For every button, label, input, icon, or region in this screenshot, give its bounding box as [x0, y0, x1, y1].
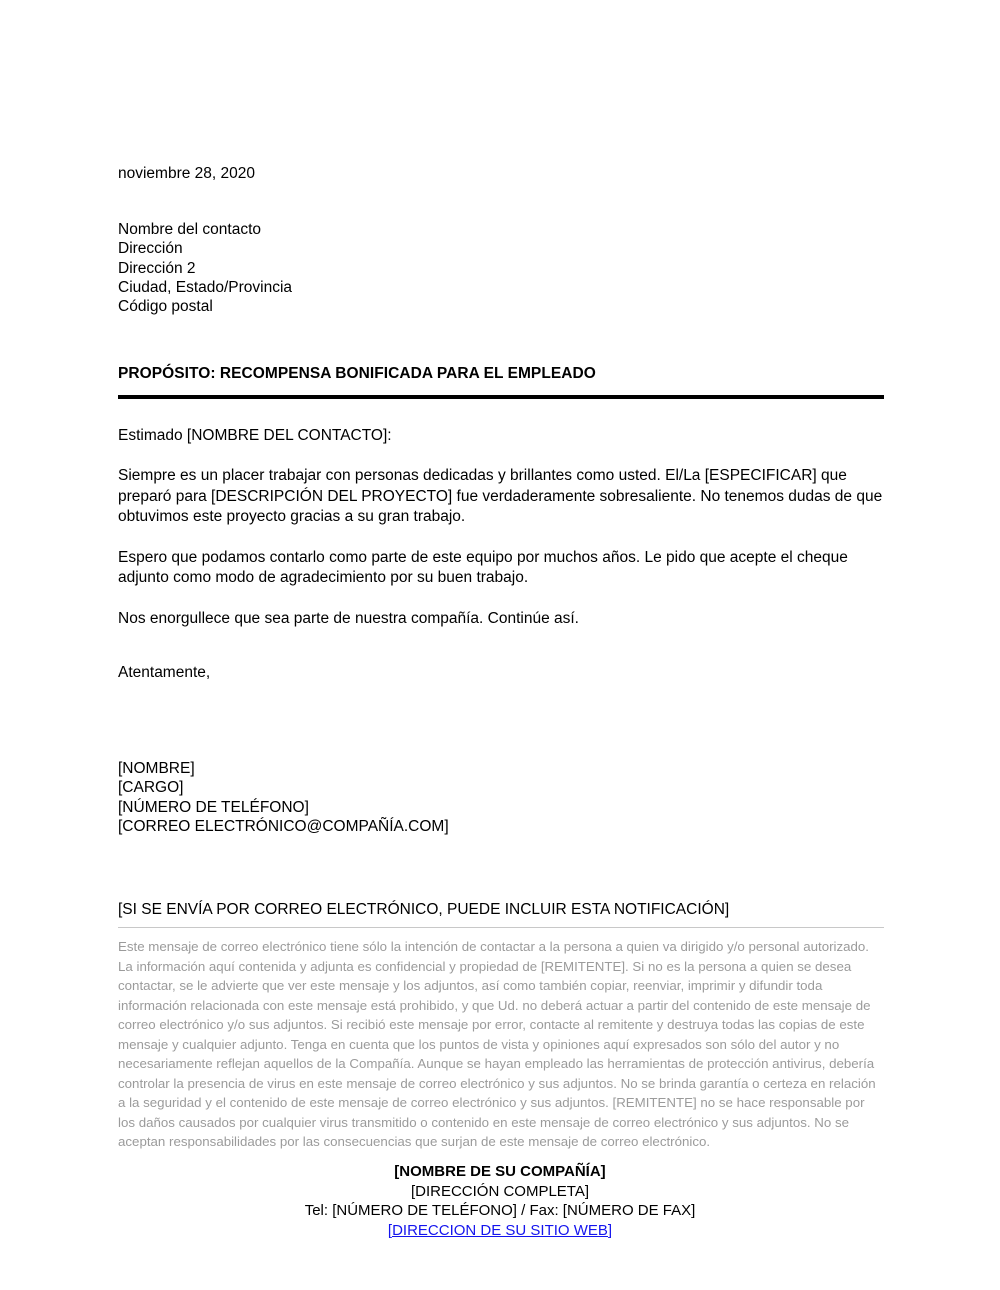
- letter-date: noviembre 28, 2020: [118, 165, 256, 182]
- disclaimer-heading: [SI SE ENVÍA POR CORREO ELECTRÓNICO, PUEDE INCLUIR ESTA NOTIFICACIÓN]: [118, 901, 730, 919]
- salutation-line: Estimado [NOMBRE DEL CONTACTO]:: [118, 427, 392, 445]
- footer-website-link-wrapper: [0, 1221, 1000, 1241]
- footer-company-name: [NOMBRE DE SU COMPAÑÍA]: [394, 1163, 606, 1180]
- closing-line: Atentamente,: [118, 663, 211, 681]
- footer-phone-fax: Tel: [NÚMERO DE TELÉFONO] / Fax: [NÚMERO DE FAX]: [304, 1202, 696, 1219]
- recipient-line-address2: Dirección 2: [118, 259, 196, 277]
- signature-line-phone: [NÚMERO DE TELÉFONO]: [118, 798, 309, 816]
- signature-line-email: [CORREO ELECTRÓNICO@COMPAÑÍA.COM]: [118, 817, 449, 835]
- body-paragraph-3: Nos enorgullece que sea parte de nuestra compañía. Continúe así.: [118, 609, 579, 627]
- footer-address: [DIRECCIÓN COMPLETA]: [410, 1182, 590, 1200]
- signature-block: [118, 759, 884, 836]
- recipient-line-name: Nombre del contacto: [118, 221, 262, 238]
- recipient-line-city-state: Ciudad, Estado/Provincia: [118, 278, 293, 296]
- body-paragraph-2: Espero que podamos contarlo como parte de este equipo por muchos años. Le pido que acepte el cheque adjunto como modo de agradecimiento por su buen trabajo.: [118, 548, 848, 587]
- signature-line-name: [NOMBRE]: [118, 759, 195, 777]
- letter-body-column: [118, 0, 884, 1152]
- recipient-address-block: [118, 220, 884, 316]
- subject-line: PROPÓSITO: RECOMPENSA BONIFICADA PARA EL EMPLEADO: [118, 365, 596, 383]
- recipient-line-address1: Dirección: [118, 240, 183, 258]
- disclaimer-divider-rule: [118, 927, 884, 928]
- subject-divider-rule: [118, 395, 884, 399]
- disclaimer-body-text: Este mensaje de correo electrónico tiene sólo la intención de contactar a la persona a quien va dirigido y/o personal autorizado. La información aquí contenida y adjunta es confidencial y propiedad de [REMITENTE]. Si no es la persona a quien se desea contactar, se le advierte que ver este mensaje y los adjuntos, así como también copiar, reenviar, imprimir y difundir toda información relacionada con este mensaje está prohibido, y que Ud. no deberá actuar a partir del contenido de este mensaje de correo electrónico y/o sus adjuntos. Si recibió este mensaje por error, contacte al remitente y destruya todas las copias de este mensaje y cualquier adjunto. Tenga en cuenta que los puntos de vista y opiniones aquí expresados son sólo del autor y no necesariamente reflejan aquellos de la Compañía. Aunque se hayan empleado las herramientas de protección antivirus, debería controlar la presencia de virus en este mensaje de correo electrónico y sus adjuntos. No se brinda garantía o certeza en relación a la seguridad y el contenido de este mensaje de correo electrónico y sus adjuntos. [REMITENTE] no se hace responsable por los daños causados por cualquier virus transmitido o contenido en este mensaje de correo electrónico y sus adjuntos. No se aceptan responsabilidades por las consecuencias que surjan de este mensaje de correo electrónico.: [118, 939, 876, 1150]
- recipient-line-postal-code: Código postal: [118, 298, 213, 316]
- signature-line-title: [CARGO]: [118, 779, 184, 797]
- footer-website-link[interactable]: [DIRECCION DE SU SITIO WEB]: [387, 1221, 613, 1239]
- page-footer: [0, 1162, 1000, 1240]
- body-paragraph-1: Siempre es un placer trabajar con personas dedicadas y brillantes como usted. El/La [ESPECIFICAR] que preparó para [DESCRIPCIÓN DEL PROYECTO] fue verdaderamente sobresaliente. No tenemos dudas de que obtuvimos este proyecto gracias a su gran trabajo.: [118, 467, 883, 526]
